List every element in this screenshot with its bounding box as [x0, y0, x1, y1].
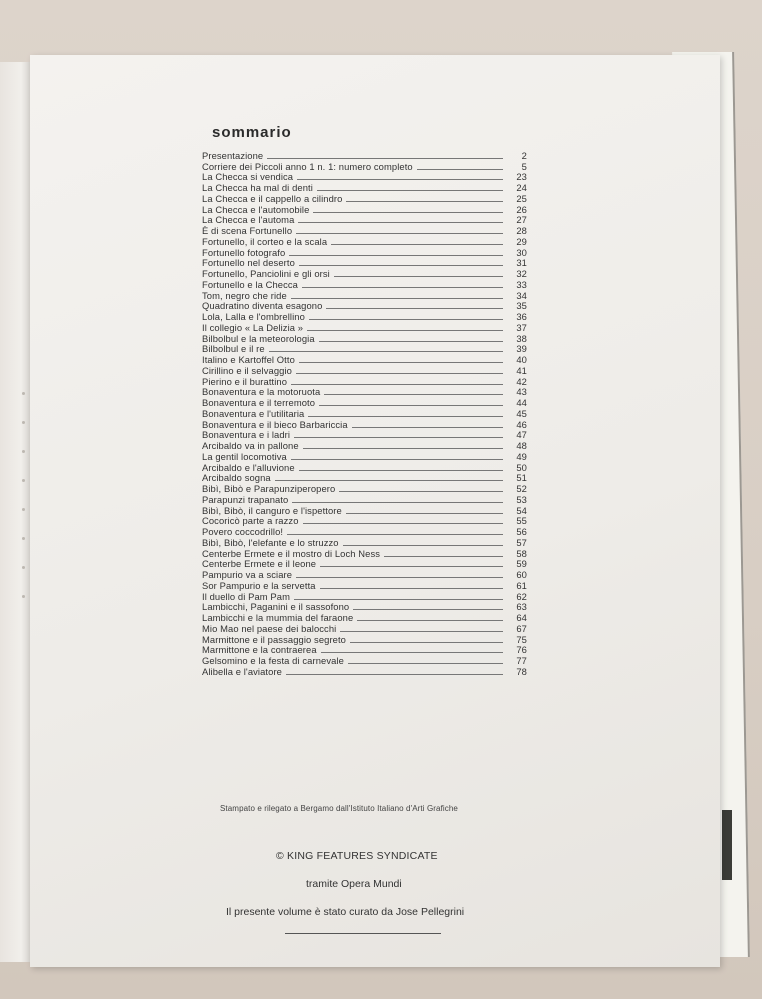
toc-entry-title: Bibì, Bibò, l'elefante e lo struzzo	[202, 536, 339, 548]
toc-entry-page: 41	[516, 364, 527, 376]
toc-entry-page: 52	[516, 483, 527, 494]
toc-entry-title: La Checca e l'automa	[202, 214, 295, 226]
toc-entry-page: 30	[516, 246, 527, 258]
toc-leader-line	[291, 458, 503, 460]
toc-leader-line	[324, 393, 503, 395]
toc-entry-title: Bibì, Bibò, il canguro e l'ispettore	[202, 504, 342, 516]
toc-entry	[202, 569, 527, 580]
toc-leader-line	[346, 200, 503, 202]
toc-entry-page: 48	[516, 440, 527, 451]
toc-leader-line	[297, 178, 503, 180]
toc-entry-title: Arcibaldo va in pallone	[202, 440, 299, 451]
toc-entry	[202, 623, 527, 634]
toc-entry-page: 31	[516, 257, 527, 269]
toc-entry	[202, 473, 527, 484]
toc-entry-page: 42	[516, 375, 527, 387]
toc-leader-line	[309, 318, 503, 320]
toc-entry-title: Sor Pampurio e la servetta	[202, 579, 316, 591]
toc-entry-title: Fortunello nel deserto	[202, 257, 295, 269]
toc-entry-title: Mio Mao nel paese dei balocchi	[202, 622, 337, 634]
toc-leader-line	[307, 329, 503, 331]
toc-leader-line	[294, 598, 503, 600]
toc-entry	[202, 344, 527, 355]
toc-entry-title: Gelsomino e la festa di carnevale	[202, 655, 344, 666]
toc-entry-title: Il duello di Pam Pam	[202, 590, 290, 602]
table-of-contents	[202, 150, 527, 677]
toc-entry	[202, 591, 527, 602]
toc-entry-title: Lambicchi e la mummia del faraone	[202, 612, 354, 623]
toc-entry	[202, 462, 527, 473]
toc-entry-page: 59	[516, 558, 527, 570]
toc-leader-line	[298, 221, 503, 223]
toc-leader-line	[321, 651, 503, 653]
toc-entry-title: Bonaventura e la motoruota	[202, 386, 321, 398]
toc-entry	[202, 387, 527, 398]
toc-entry-page: 27	[516, 214, 527, 226]
toc-entry-page: 64	[516, 612, 527, 623]
toc-leader-line	[317, 189, 503, 191]
toc-entry-page: 76	[516, 644, 527, 656]
toc-entry-title: Fortunello, Panciolini e gli orsi	[202, 268, 330, 279]
toc-entry-title: Centerbe Ermete e il mostro di Loch Ness	[202, 547, 381, 559]
toc-entry	[202, 666, 527, 677]
toc-leader-line	[346, 512, 503, 514]
toc-leader-line	[326, 307, 503, 309]
toc-leader-line	[308, 415, 503, 417]
toc-entry	[202, 559, 527, 570]
toc-entry-page: 36	[516, 311, 527, 322]
curator-line: Il presente volume è stato curato da Jose Pellegrini	[226, 906, 465, 918]
toc-entry-page: 61	[516, 579, 527, 591]
toc-entry	[202, 548, 527, 559]
toc-entry-page: 46	[516, 418, 527, 430]
page-title: sommario	[212, 124, 292, 141]
toc-entry-title: Alibella e l'aviatore	[202, 665, 282, 677]
toc-entry-page: 49	[516, 450, 527, 462]
toc-entry	[202, 161, 527, 172]
toc-entry-title: Bibì, Bibò e Parapunziperopero	[202, 483, 336, 494]
toc-leader-line	[334, 275, 503, 277]
toc-entry-page: 56	[516, 526, 527, 537]
toc-leader-line	[357, 619, 503, 621]
toc-leader-line	[350, 641, 503, 643]
toc-entry-page: 37	[516, 321, 527, 333]
toc-entry-page: 40	[516, 354, 527, 365]
toc-leader-line	[289, 254, 503, 256]
toc-leader-line	[353, 608, 503, 610]
toc-entry	[202, 494, 527, 505]
toc-entry-page: 63	[516, 601, 527, 613]
toc-entry-page: 77	[516, 655, 527, 666]
toc-entry	[202, 311, 527, 322]
toc-leader-line	[287, 533, 503, 535]
distributor-line: tramite Opera Mundi	[306, 878, 402, 890]
toc-entry-title: Povero coccodrillo!	[202, 526, 284, 537]
toc-entry-title: Bonaventura e l'utilitaria	[202, 407, 305, 419]
toc-entry-page: 39	[516, 343, 527, 355]
toc-entry-page: 62	[516, 590, 527, 602]
toc-entry	[202, 268, 527, 279]
toc-entry	[202, 655, 527, 666]
toc-entry-page: 34	[516, 289, 527, 301]
toc-entry-title: Bilbolbul e il re	[202, 343, 265, 355]
toc-leader-line	[352, 426, 503, 428]
toc-entry-page: 45	[516, 407, 527, 419]
toc-leader-line	[275, 479, 503, 481]
toc-entry	[202, 172, 527, 183]
toc-entry-title: Bonaventura e il bieco Barbariccia	[202, 418, 348, 430]
toc-entry	[202, 333, 527, 344]
toc-entry-title: Corriere dei Piccoli anno 1 n. 1: numero completo	[202, 160, 413, 172]
toc-entry	[202, 225, 527, 236]
toc-entry-page: 51	[516, 472, 527, 484]
toc-entry-page: 25	[516, 192, 527, 204]
toc-entry	[202, 150, 527, 161]
toc-entry	[202, 537, 527, 548]
toc-entry-page: 35	[516, 300, 527, 312]
toc-entry-page: 32	[516, 268, 527, 279]
left-page-edge	[0, 62, 31, 962]
toc-entry-title: Pierino e il burattino	[202, 375, 288, 387]
signature-line	[285, 933, 441, 934]
toc-entry	[202, 516, 527, 527]
toc-leader-line	[384, 555, 503, 557]
toc-entry	[202, 365, 527, 376]
toc-entry-title: Fortunello, il corteo e la scala	[202, 235, 328, 247]
toc-entry-page: 67	[516, 622, 527, 634]
toc-entry	[202, 440, 527, 451]
toc-entry	[202, 451, 527, 462]
cover-illustration-fragment	[722, 810, 732, 880]
toc-entry-title: Centerbe Ermete e il leone	[202, 558, 317, 570]
toc-entry	[202, 301, 527, 312]
toc-entry	[202, 634, 527, 645]
toc-entry-page: 75	[516, 633, 527, 645]
toc-entry	[202, 505, 527, 516]
printer-note: Stampato e rilegato a Bergamo dall'Istituto Italiano d'Arti Grafiche	[220, 804, 458, 813]
toc-entry	[202, 290, 527, 301]
toc-entry-title: Quadratino diventa esagono	[202, 300, 323, 312]
toc-entry-title: Bonaventura e i ladri	[202, 429, 291, 441]
toc-entry-page: 29	[516, 235, 527, 247]
toc-entry-page: 53	[516, 493, 527, 505]
toc-leader-line	[267, 157, 503, 159]
toc-leader-line	[339, 490, 503, 492]
toc-entry	[202, 354, 527, 365]
toc-leader-line	[302, 286, 503, 288]
toc-leader-line	[299, 264, 503, 266]
toc-leader-line	[299, 469, 503, 471]
toc-leader-line	[320, 587, 503, 589]
toc-leader-line	[340, 630, 503, 632]
toc-entry-page: 50	[516, 461, 527, 473]
toc-leader-line	[296, 372, 503, 374]
toc-leader-line	[291, 383, 503, 385]
toc-leader-line	[286, 673, 503, 675]
toc-entry-page: 44	[516, 397, 527, 408]
toc-entry	[202, 182, 527, 193]
toc-leader-line	[291, 297, 503, 299]
toc-entry-title: La Checca si vendica	[202, 171, 294, 183]
toc-entry	[202, 526, 527, 537]
binding-holes	[22, 392, 26, 632]
toc-entry-page: 28	[516, 225, 527, 236]
toc-entry	[202, 279, 527, 290]
toc-entry-title: Cocoricò parte a razzo	[202, 515, 299, 527]
toc-entry-page: 33	[516, 278, 527, 290]
toc-entry-page: 5	[521, 160, 527, 172]
toc-leader-line	[348, 662, 503, 664]
toc-leader-line	[313, 211, 503, 213]
toc-leader-line	[292, 501, 503, 503]
toc-entry-page: 26	[516, 203, 527, 215]
toc-leader-line	[269, 350, 503, 352]
toc-entry	[202, 247, 527, 258]
toc-entry-title: La gentil locomotiva	[202, 450, 287, 462]
toc-leader-line	[303, 522, 503, 524]
toc-entry-title: Cirillino e il selvaggio	[202, 364, 292, 376]
toc-entry	[202, 408, 527, 419]
toc-leader-line	[296, 576, 503, 578]
toc-entry-title: Il collegio « La Delizia »	[202, 321, 304, 333]
toc-entry	[202, 376, 527, 387]
toc-entry-page: 78	[516, 665, 527, 677]
toc-entry	[202, 193, 527, 204]
toc-entry-page: 43	[516, 386, 527, 398]
toc-entry	[202, 419, 527, 430]
toc-entry	[202, 215, 527, 226]
toc-leader-line	[319, 404, 503, 406]
toc-entry-page: 24	[516, 182, 527, 193]
toc-entry	[202, 322, 527, 333]
toc-entry-title: Marmittone e il passaggio segreto	[202, 633, 346, 645]
toc-entry-page: 23	[516, 171, 527, 183]
toc-entry	[202, 258, 527, 269]
toc-leader-line	[319, 340, 503, 342]
toc-entry	[202, 645, 527, 656]
toc-entry-title: Fortunello fotografo	[202, 246, 286, 258]
toc-leader-line	[303, 447, 503, 449]
toc-entry	[202, 236, 527, 247]
toc-entry-page: 60	[516, 569, 527, 580]
toc-entry-title: Bilbolbul e la meteorologia	[202, 332, 315, 344]
toc-entry-title: Arcibaldo e l'alluvione	[202, 461, 295, 473]
toc-entry	[202, 204, 527, 215]
toc-entry	[202, 602, 527, 613]
toc-entry-page: 2	[521, 149, 527, 161]
toc-entry-title: Parapunzi trapanato	[202, 493, 289, 505]
toc-entry	[202, 580, 527, 591]
toc-entry-title: Pampurio va a sciare	[202, 569, 293, 580]
toc-entry-title: Lambicchi, Paganini e il sassofono	[202, 601, 350, 613]
toc-entry-page: 38	[516, 332, 527, 344]
toc-entry-title: Arcibaldo sogna	[202, 472, 271, 484]
toc-entry-title: Bonaventura e il terremoto	[202, 397, 316, 408]
toc-leader-line	[331, 243, 503, 245]
toc-entry-title: Italino e Kartoffel Otto	[202, 354, 295, 365]
toc-entry-title: Lola, Lalla e l'ombrellino	[202, 311, 305, 322]
toc-entry	[202, 430, 527, 441]
copyright-line: © KING FEATURES SYNDICATE	[276, 850, 438, 862]
toc-leader-line	[296, 232, 503, 234]
toc-entry-title: La Checca ha mal di denti	[202, 182, 313, 193]
toc-entry	[202, 483, 527, 494]
toc-leader-line	[294, 436, 503, 438]
toc-entry-page: 47	[516, 429, 527, 441]
toc-entry-title: Fortunello e la Checca	[202, 278, 299, 290]
toc-leader-line	[299, 361, 503, 363]
toc-entry-title: Presentazione	[202, 149, 264, 161]
toc-entry-title: Tom, negro che ride	[202, 289, 287, 301]
toc-entry	[202, 612, 527, 623]
toc-leader-line	[417, 168, 503, 170]
toc-entry-title: È di scena Fortunello	[202, 225, 293, 236]
toc-entry-page: 54	[516, 504, 527, 516]
toc-entry-title: La Checca e l'automobile	[202, 203, 310, 215]
toc-entry	[202, 397, 527, 408]
toc-entry-page: 55	[516, 515, 527, 527]
toc-leader-line	[320, 565, 503, 567]
toc-entry-page: 58	[516, 547, 527, 559]
toc-entry-page: 57	[516, 536, 527, 548]
toc-entry-title: Marmittone e la contraerea	[202, 644, 317, 656]
toc-leader-line	[343, 544, 503, 546]
toc-entry-title: La Checca e il cappello a cilindro	[202, 192, 343, 204]
